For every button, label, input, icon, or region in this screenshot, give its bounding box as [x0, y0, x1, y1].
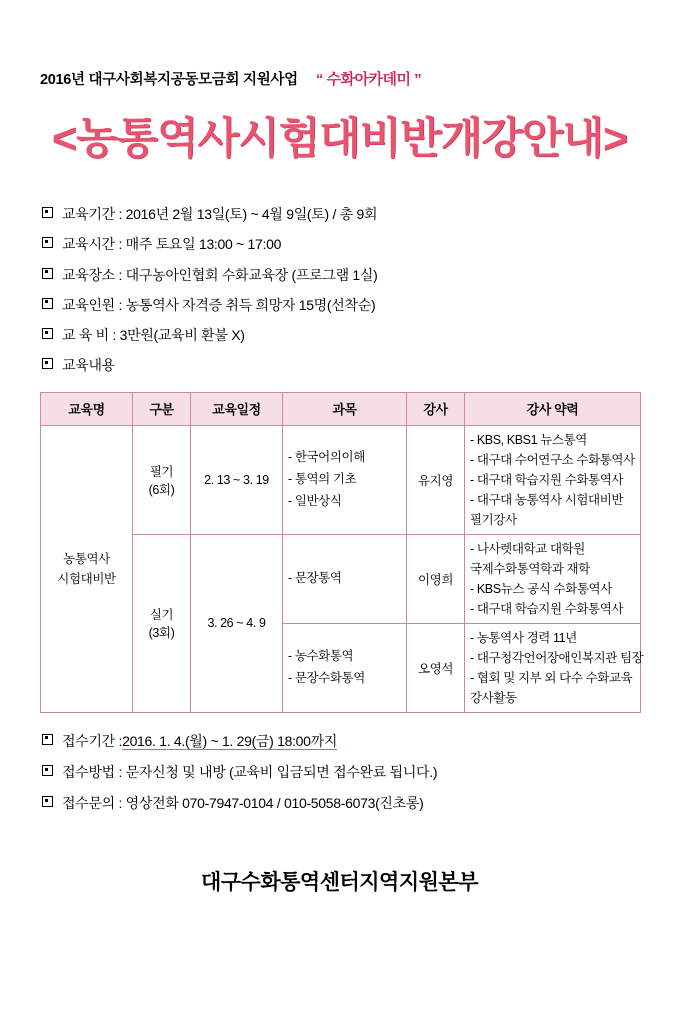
course-name-line2: 시험대비반: [57, 571, 116, 586]
column-header-subject: 과목: [283, 392, 407, 425]
career-item: - 대구청각언어장애인복지관 팀장: [470, 650, 644, 665]
square-bullet-icon: [42, 298, 53, 309]
career-item: - 대구대 농통역사 시험대비반: [470, 492, 624, 507]
page-title: <농통역사시험대비반개강안내>: [51, 115, 628, 163]
registration-period-value: 2016. 1. 4.(월) ~ 1. 29(금) 18:00까지: [122, 732, 338, 749]
info-item-curriculum: [42, 355, 641, 375]
info-item-registration-method: [42, 762, 641, 782]
info-item-fee: [42, 325, 641, 345]
column-header-career: 강사 약력: [465, 392, 641, 425]
division-line2: (6회): [148, 482, 175, 497]
subject-item: - 문장통역: [288, 570, 342, 585]
career-item: - 대구대 수어연구소 수화통역사: [470, 452, 635, 467]
division-line1: 필기: [149, 464, 174, 479]
cell-division: [133, 534, 191, 712]
cell-instructor: 유지영: [407, 425, 465, 534]
career-item: - KBS뉴스 공식 수화통역사: [470, 581, 612, 596]
cell-career: [465, 425, 641, 534]
info-label: 교육기간 : 2016년 2월 13일(토) ~ 4월 9일(토) / 총 9회: [62, 206, 378, 222]
cell-schedule: 3. 26 ~ 4. 9: [191, 534, 283, 712]
cell-career: [465, 623, 644, 712]
header: [38, 68, 641, 89]
square-bullet-icon: [42, 268, 53, 279]
info-item-capacity: [42, 295, 641, 315]
info-list: [38, 204, 641, 376]
subject-item: - 한국어의이해: [288, 449, 365, 464]
info-item-location: [42, 265, 641, 285]
square-bullet-icon: [42, 358, 53, 369]
footer-organization: 대구수화통역센터지역지원본부: [200, 870, 478, 894]
table-body: [41, 425, 644, 712]
course-name-line1: 농통역사: [63, 551, 110, 566]
table-head: [41, 392, 641, 425]
registration-method-text: 접수방법 : 문자신청 및 내방 (교육비 입금되면 접수완료 됩니다.): [62, 764, 438, 781]
info-item-contact: [42, 793, 641, 813]
table-row: [41, 425, 641, 534]
cell-schedule: 2. 13 ~ 3. 19: [191, 425, 283, 534]
square-bullet-icon: [42, 734, 53, 745]
cell-subjects: [283, 623, 407, 712]
career-item: 필기강사: [470, 512, 517, 527]
info-label: 교 육 비 : 3만원(교육비 환불 X): [62, 327, 245, 344]
career-item: - 협회 및 지부 외 다수 수화교육: [470, 670, 633, 685]
career-item: - 대구대 학습지원 수화통역사: [470, 472, 624, 487]
info-label: 교육내용: [62, 357, 115, 374]
career-item: - 나사렛대학교 대학원: [470, 541, 585, 556]
career-item: 국제수화통역학과 재학: [470, 561, 590, 576]
column-header-instructor: 강사: [407, 392, 465, 425]
square-bullet-icon: [42, 237, 53, 248]
square-bullet-icon: [42, 328, 53, 339]
subsidy-line: 2016년 대구사회복지공동모금회 지원사업: [40, 72, 298, 88]
cell-division: [133, 425, 191, 534]
career-item: - 대구대 학습지원 수화통역사: [470, 601, 624, 616]
info-label: 교육장소 : 대구농아인협회 수화교육장 (프로그램 1실): [62, 266, 378, 283]
column-header-division: 구분: [133, 392, 191, 425]
subject-item: - 일반상식: [288, 493, 342, 508]
subject-item: - 농수화통역: [288, 648, 354, 663]
contact-text: 접수문의 : 영상전화 070-7947-0104 / 010-5058-6073(진초롱): [62, 795, 424, 812]
info-item-time: [42, 234, 641, 254]
registration-info-list: [38, 731, 641, 814]
division-line2: (3회): [148, 626, 175, 641]
cell-course-name: [41, 425, 133, 712]
info-item-registration-period: [42, 731, 641, 751]
division-line1: 실기: [149, 608, 174, 623]
career-item: - 농통역사 경력 11년: [470, 630, 577, 645]
registration-period-prefix: 접수기간 :: [62, 732, 123, 749]
square-bullet-icon: [42, 207, 53, 218]
career-item: 강사활동: [470, 690, 517, 705]
schedule-table: [40, 392, 644, 713]
poster-page: [0, 68, 679, 1028]
info-label: 교육시간 : 매주 토요일 13:00 ~ 17:00: [62, 236, 282, 253]
info-item-period: [42, 204, 641, 224]
cell-instructor: 오영석: [407, 623, 465, 712]
cell-career: [465, 534, 641, 623]
cell-subjects: [283, 534, 407, 623]
column-header-course: 교육명: [41, 392, 133, 425]
table-header-row: [41, 392, 641, 425]
academy-title: “ 수화아카데미 ”: [315, 71, 422, 88]
subject-item: - 문장수화통역: [288, 670, 365, 685]
square-bullet-icon: [42, 765, 53, 776]
column-header-schedule: 교육일정: [191, 392, 283, 425]
info-label: 교육인원 : 농통역사 자격증 취득 희망자 15명(선착순): [62, 296, 376, 313]
schedule-table-wrap: [38, 392, 644, 713]
career-item: - KBS, KBS1 뉴스통역: [470, 432, 587, 447]
cell-subjects: [283, 425, 407, 534]
cell-instructor: 이영희: [407, 534, 465, 623]
subject-item: - 통역의 기초: [288, 471, 357, 486]
square-bullet-icon: [42, 796, 53, 807]
